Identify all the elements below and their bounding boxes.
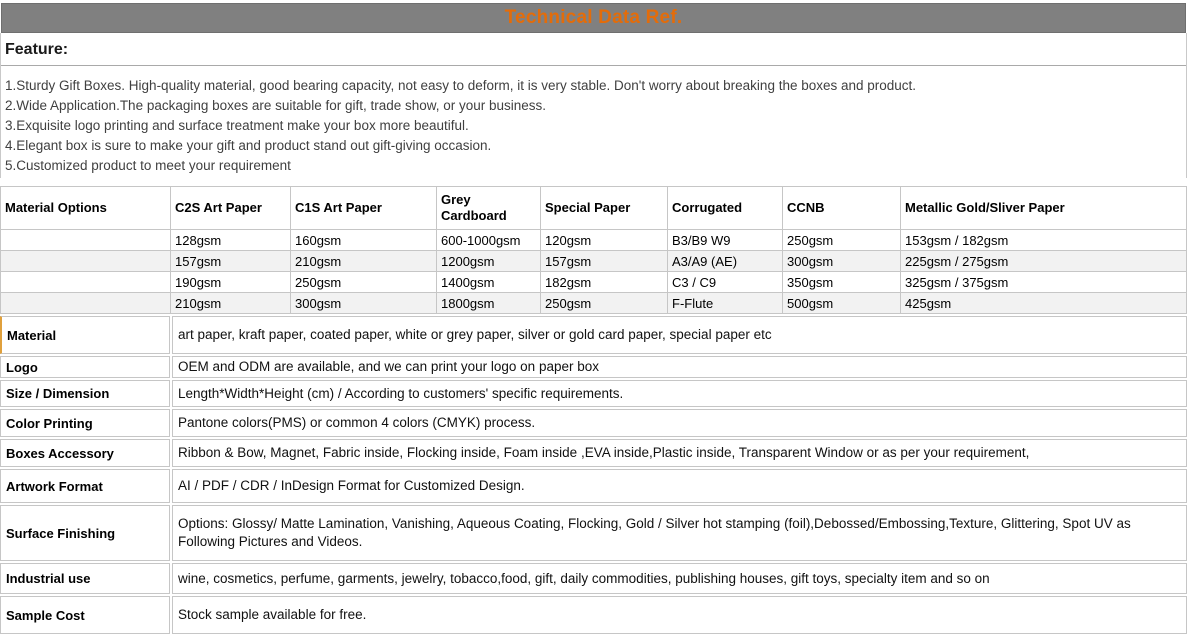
- spec-value: Stock sample available for free.: [172, 596, 1187, 634]
- table-cell: B3/B9 W9: [668, 230, 783, 251]
- table-cell: 250gsm: [783, 230, 901, 251]
- spec-label: Size / Dimension: [0, 380, 170, 407]
- table-cell: 120gsm: [541, 230, 668, 251]
- spec-value: Ribbon & Bow, Magnet, Fabric inside, Flocking inside, Foam inside ,EVA inside,Plastic inside, Transparent Window or as per your requirement,: [172, 439, 1187, 467]
- table-cell: 1400gsm: [437, 272, 541, 293]
- spec-value: Length*Width*Height (cm) / According to customers' specific requirements.: [172, 380, 1187, 407]
- table-cell: 128gsm: [171, 230, 291, 251]
- spec-label: Artwork Format: [0, 469, 170, 503]
- table-cell: 160gsm: [291, 230, 437, 251]
- table-cell: 250gsm: [541, 293, 668, 314]
- feature-item: 4.Elegant box is sure to make your gift and product stand out gift-giving occasion.: [5, 138, 492, 153]
- spec-row: [0, 439, 1187, 467]
- spec-label: Industrial use: [0, 563, 170, 594]
- table-cell: 157gsm: [171, 251, 291, 272]
- table-cell: 500gsm: [783, 293, 901, 314]
- spec-value: art paper, kraft paper, coated paper, white or grey paper, silver or gold card paper, special paper etc: [172, 316, 1187, 354]
- table-cell: [1, 230, 171, 251]
- materials-table: [0, 186, 1187, 314]
- spec-row: [0, 380, 1187, 407]
- table-cell: 300gsm: [783, 251, 901, 272]
- feature-item: 1.Sturdy Gift Boxes. High-quality material, good bearing capacity, not easy to deform, it is very stable. Don't worry about breaking the boxes and product.: [5, 78, 917, 93]
- column-header: Special Paper: [541, 187, 668, 230]
- spec-label: Color Printing: [0, 409, 170, 437]
- column-header: Metallic Gold/Sliver Paper: [901, 187, 1187, 230]
- column-header: CCNB: [783, 187, 901, 230]
- spec-row: [0, 469, 1187, 503]
- feature-item: 5.Customized product to meet your requirement: [5, 158, 291, 173]
- spec-label: Surface Finishing: [0, 505, 170, 561]
- feature-heading: Feature:: [1, 33, 1186, 66]
- spec-label: Material: [0, 316, 170, 354]
- spec-value: AI / PDF / CDR / InDesign Format for Customized Design.: [172, 469, 1187, 503]
- table-row: [1, 230, 1187, 251]
- table-cell: 250gsm: [291, 272, 437, 293]
- materials-header-row: [1, 187, 1187, 230]
- table-cell: 182gsm: [541, 272, 668, 293]
- table-cell: [1, 293, 171, 314]
- table-cell: 210gsm: [171, 293, 291, 314]
- column-header: Material Options: [1, 187, 171, 230]
- column-header: C2S Art Paper: [171, 187, 291, 230]
- column-header: Corrugated: [668, 187, 783, 230]
- page-title: Technical Data Ref.: [504, 7, 683, 28]
- table-cell: [1, 272, 171, 293]
- spec-table: [0, 314, 1187, 636]
- spec-value: OEM and ODM are available, and we can print your logo on paper box: [172, 356, 1187, 378]
- table-cell: 190gsm: [171, 272, 291, 293]
- spec-row: [0, 596, 1187, 634]
- page: [0, 3, 1187, 636]
- spec-value: wine, cosmetics, perfume, garments, jewelry, tobacco,food, gift, daily commodities, publishing houses, gift toys, specialty item and so on: [172, 563, 1187, 594]
- feature-list: [1, 66, 1186, 178]
- table-cell: 1800gsm: [437, 293, 541, 314]
- table-cell: 350gsm: [783, 272, 901, 293]
- table-cell: 600-1000gsm: [437, 230, 541, 251]
- feature-item: 2.Wide Application.The packaging boxes are suitable for gift, trade show, or your business.: [5, 98, 547, 113]
- table-cell: 157gsm: [541, 251, 668, 272]
- table-cell: 225gsm / 275gsm: [901, 251, 1187, 272]
- table-cell: 425gsm: [901, 293, 1187, 314]
- spec-row: [0, 409, 1187, 437]
- table-row: [1, 272, 1187, 293]
- table-cell: 300gsm: [291, 293, 437, 314]
- table-cell: A3/A9 (AE): [668, 251, 783, 272]
- feature-item: 3.Exquisite logo printing and surface treatment make your box more beautiful.: [5, 118, 469, 133]
- table-cell: 325gsm / 375gsm: [901, 272, 1187, 293]
- table-row: [1, 293, 1187, 314]
- table-cell: F-Flute: [668, 293, 783, 314]
- spec-value: Options: Glossy/ Matte Lamination, Vanishing, Aqueous Coating, Flocking, Gold / Silver hot stamping (foil),Debossed/Embossing,Texture, Glittering, Spot UV as Following Pictures and Videos.: [172, 505, 1187, 561]
- spec-row: [0, 505, 1187, 561]
- table-cell: 210gsm: [291, 251, 437, 272]
- table-row: [1, 251, 1187, 272]
- spec-value: Pantone colors(PMS) or common 4 colors (CMYK) process.: [172, 409, 1187, 437]
- table-cell: C3 / C9: [668, 272, 783, 293]
- spec-row: [0, 563, 1187, 594]
- table-cell: [1, 251, 171, 272]
- column-header: C1S Art Paper: [291, 187, 437, 230]
- spec-row: [0, 356, 1187, 378]
- spec-row: [0, 316, 1187, 354]
- spec-label: Sample Cost: [0, 596, 170, 634]
- column-header: Grey Cardboard: [437, 187, 541, 230]
- table-cell: 1200gsm: [437, 251, 541, 272]
- title-bar: [1, 3, 1186, 33]
- spec-label: Boxes Accessory: [0, 439, 170, 467]
- feature-section: [0, 33, 1187, 178]
- table-cell: 153gsm / 182gsm: [901, 230, 1187, 251]
- spec-label: Logo: [0, 356, 170, 378]
